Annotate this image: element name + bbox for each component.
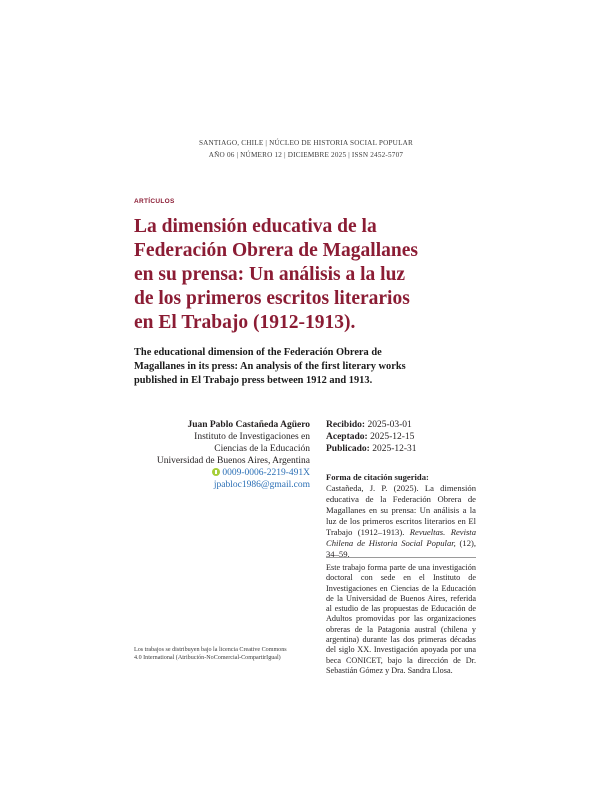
affiliation-line: Universidad de Buenos Aires, Argentina — [156, 456, 310, 466]
accepted-date — [326, 431, 417, 443]
title-line: en El Trabajo (1912-1913). — [134, 312, 356, 333]
received-date — [326, 419, 417, 431]
published-value: 2025-12-31 — [372, 444, 417, 454]
citation-label: Forma de citación sugerida: — [326, 472, 429, 482]
english-title-line: Magallanes in its press: An analysis of the first literary works — [134, 361, 406, 372]
divider — [326, 557, 476, 558]
published-label: Publicado: — [326, 444, 370, 454]
publication-dates — [326, 419, 417, 455]
received-label: Recibido: — [326, 420, 366, 430]
english-title-line: published in El Trabajo press between 1912 and 1913. — [134, 375, 373, 386]
citation-journal: Revueltas. Revista Chilena de Historia Social Popular, — [326, 527, 476, 548]
title-line: La dimensión educativa de la — [134, 216, 377, 237]
license-line: Los trabajos se distribuyen bajo la licencia Creative Commons — [134, 647, 287, 653]
accepted-value: 2025-12-15 — [370, 432, 415, 442]
license-notice — [134, 647, 309, 662]
english-title — [134, 346, 478, 388]
title-line: en su prensa: Un análisis a la luz — [134, 264, 406, 285]
title-line: Federación Obrera de Magallanes — [134, 240, 418, 261]
article-title — [134, 215, 494, 335]
research-note: Este trabajo forma parte de una investigación doctoral con sede en el Instituto de Investigaciones en Ciencias de la Educación de la Universidad de Buenos Aires, referida al estudio de las propuestas de Educación de Adultos promovidas por las organizaciones obreras de la Patagonia austral (chilena y argentina) durante las dos primeras décadas del siglo XX. Investigación apoyada por una beca CONICET, bajo la dirección de Dr. Sebastián Gómez y Dra. Sandra Llosa. — [326, 563, 476, 675]
received-value: 2025-03-01 — [367, 420, 412, 430]
accepted-label: Aceptado: — [326, 432, 368, 442]
english-title-line: The educational dimension of the Federación Obrera de — [134, 347, 382, 358]
affiliation-line: Ciencias de la Educación — [214, 444, 310, 454]
orcid-link[interactable] — [157, 467, 310, 479]
orcid-icon — [212, 468, 220, 476]
citation-body: Castañeda, J. P. (2025). La dimensión educativa de la Federación Obrera de Magallanes en su prensa: Un análisis a la luz de los primeros escritos literarios en El Trabajo (1912–1913). — [326, 483, 476, 537]
citation-text — [326, 483, 476, 560]
orcid-id[interactable]: 0009-0006-2219-491X — [222, 468, 310, 478]
author-email-link[interactable]: jpabloc1986@gmail.com — [213, 480, 310, 490]
masthead-location: SANTIAGO, CHILE | NÚCLEO DE HISTORIA SOCIAL POPULAR — [198, 139, 414, 147]
author-name: Juan Pablo Castañeda Agüero — [187, 420, 310, 430]
suggested-citation — [326, 472, 476, 560]
title-line: de los primeros escritos literarios — [134, 288, 410, 309]
section-label: ARTÍCULOS — [134, 198, 175, 205]
affiliation-line: Instituto de Investigaciones en — [194, 432, 310, 442]
citation-issue-pages: (12), 34–59. — [326, 538, 476, 559]
published-date — [326, 443, 417, 455]
author-block — [157, 419, 310, 491]
masthead-issue: AÑO 06 | NÚMERO 12 | DICIEMBRE 2025 | ISSN 2452-5707 — [208, 151, 404, 159]
license-line: 4.0 International (Atribución-NoComercial-CompartirIgual) — [134, 654, 281, 661]
